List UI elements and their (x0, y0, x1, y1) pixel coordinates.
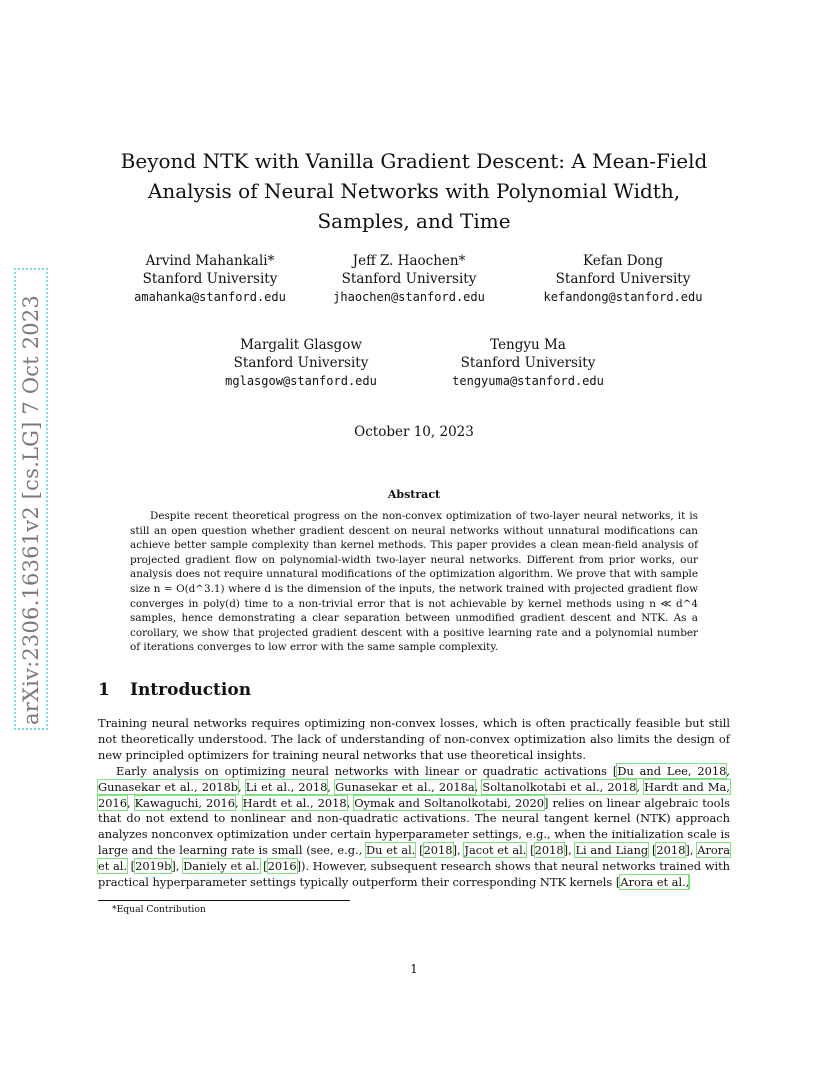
author-email: jhaochen@stanford.edu (333, 290, 485, 304)
author-block (198, 336, 404, 390)
author-affiliation: Stanford University (341, 271, 477, 287)
citation-link[interactable]: Hardt and Ma, 2016 (98, 779, 730, 810)
text-run: Early analysis on optimizing neural networks with linear or quadratic activations [ (116, 763, 618, 778)
intro-paragraph-2 (98, 764, 730, 891)
citation-link[interactable]: Soltanolkotabi et al., 2018 (482, 779, 637, 794)
abstract-text: Despite recent theoretical progress on the non-convex optimization of two-layer neural networks, it is still an open question whether gradient descent on neural networks without unnatural modifications can achieve better sample complexity than kernel methods. This paper provides a clean mean-field analysis of projected gradient flow on polynomial-width two-layer neural networks. Different from prior works, our analysis does not require unnatural modifications of the optimization algorithm. We prove that with sample size n = O(d^3.1) where d is the dimension of the inputs, the network trained with projected gradient flow converges in poly(d) time to a non-trivial error that is not achievable by kernel methods using n ≪ d^4 samples, hence demonstrating a clear separation between unmodified gradient descent and NTK. As a corollary, we show that projected gradient descent with a positive learning rate and a polynomial number of iterations converges to low error with the same sample complexity. (130, 510, 698, 654)
citation-link[interactable]: Li et al., 2018 (245, 779, 328, 794)
author-affiliation: Stanford University (142, 271, 278, 287)
text-run: [ (415, 843, 424, 858)
author-affiliation: Stanford University (460, 355, 596, 371)
section-number: 1 (98, 680, 110, 700)
text-run: ], (171, 859, 184, 874)
author-email: mglasgow@stanford.edu (225, 374, 377, 388)
text-run: , (235, 795, 243, 810)
author-name: Tengyu Ma (490, 337, 566, 353)
text-run: , (346, 795, 355, 810)
text-run: , (474, 779, 483, 794)
author-block (306, 252, 512, 306)
introduction-body (98, 716, 730, 891)
author-name: Arvind Mahankali* (145, 253, 275, 269)
arxiv-identifier[interactable]: arXiv:2306.16361v2 [cs.LG] 7 Oct 2023 (19, 295, 43, 725)
text-run: [ (127, 859, 136, 874)
text-run: , (636, 779, 645, 794)
author-affiliation: Stanford University (555, 271, 691, 287)
author-name: Kefan Dong (582, 253, 664, 269)
citation-link[interactable]: Arora et al., (620, 875, 690, 890)
author-email: amahanka@stanford.edu (134, 290, 286, 304)
citation-link[interactable]: Jacot et al. (464, 843, 527, 858)
citation-link[interactable]: Hardt et al., 2018 (242, 795, 347, 810)
author-block (518, 252, 728, 306)
author-block (428, 336, 628, 390)
abstract-heading: Abstract (387, 488, 441, 501)
section-heading (98, 680, 498, 700)
citation-link[interactable]: Du et al. (366, 843, 416, 858)
publication-date: October 10, 2023 (354, 424, 474, 440)
citation-link[interactable]: 2018 (656, 843, 686, 858)
text-run: , (127, 795, 135, 810)
author-block (102, 252, 318, 306)
intro-paragraph-1: Training neural networks requires optimizing non-convex losses, which is often practically feasible but still not theoretically understood. The lack of understanding of non-convex optimization also limits the design of new principled optimizers for training neural networks that use theoretical insights. (98, 716, 730, 762)
author-email: tengyuma@stanford.edu (452, 374, 604, 388)
citation-link[interactable]: 2018 (534, 843, 564, 858)
section-title: Introduction (130, 680, 252, 700)
text-run: , (726, 763, 731, 778)
citation-link[interactable]: Daniely et al. (183, 859, 260, 874)
citation-link[interactable]: 2016 (267, 859, 297, 874)
author-name: Margalit Glasgow (240, 337, 362, 353)
text-run: [ (648, 843, 657, 858)
text-run: , (327, 779, 336, 794)
footnote-rule (98, 900, 350, 901)
text-run: [ (526, 843, 535, 858)
citation-link[interactable]: Kawaguchi, 2016 (134, 795, 236, 810)
citation-link[interactable]: Gunasekar et al., 2018a (335, 779, 475, 794)
citation-link[interactable]: 2018 (423, 843, 453, 858)
citation-link[interactable]: Oymak and Soltanolkotabi, 2020 (354, 795, 545, 810)
citation-link[interactable]: Gunasekar et al., 2018b (98, 779, 238, 794)
text-run: ], (563, 843, 576, 858)
author-name: Jeff Z. Haochen* (352, 253, 466, 269)
text-run: ], (452, 843, 465, 858)
text-run: ]). However, subsequent research shows that neural networks trained with practical hyperparameter settings typically outperform their corresponding NTK kernels [ (98, 859, 730, 890)
paper-title: Beyond NTK with Vanilla Gradient Descent: A Mean-Field Analysis of Neural Networks with Polynomial Width, Samples, and Time (120, 149, 708, 233)
text-run: ], (685, 843, 698, 858)
text-run: ] relies on linear algebraic tools that do not extend to nonlinear and non-quadratic activations. The neural tangent kernel (NTK) approach analyzes nonconvex optimization under certain hyperparameter settings, e.g., when the initialization scale is large and the learning rate is small (see, e.g., (98, 795, 731, 858)
text-run: , (237, 779, 246, 794)
text-run: [ (259, 859, 268, 874)
author-email: kefandong@stanford.edu (543, 290, 703, 304)
citation-link[interactable]: 2019b (135, 859, 172, 874)
citation-link[interactable]: Arora et al. (98, 843, 731, 874)
citation-link[interactable]: Du and Lee, 2018 (617, 763, 727, 778)
author-affiliation: Stanford University (233, 355, 369, 371)
footnote: *Equal Contribution (112, 904, 206, 915)
page-number: 1 (410, 962, 418, 976)
citation-link[interactable]: Li and Liang (575, 843, 649, 858)
